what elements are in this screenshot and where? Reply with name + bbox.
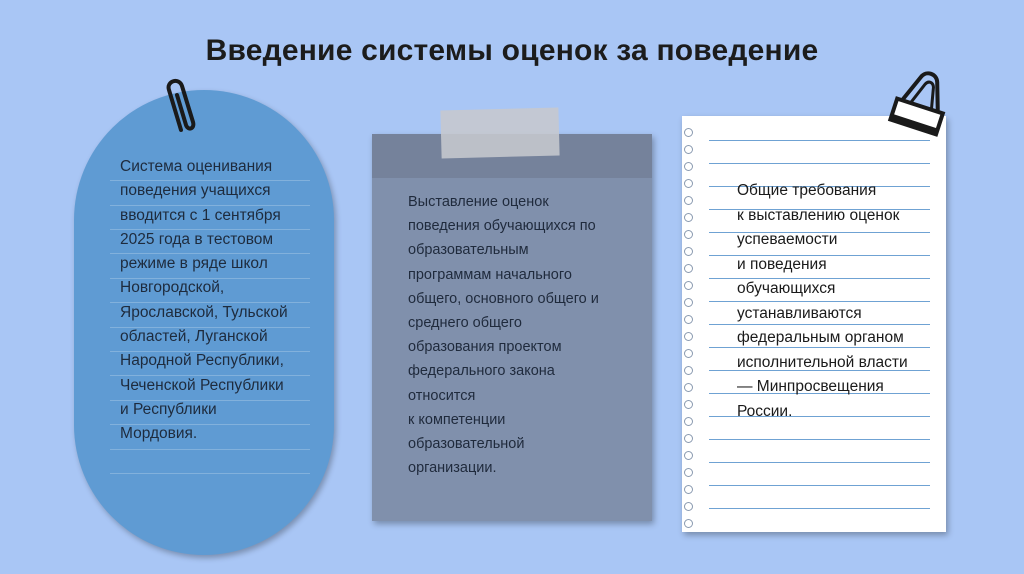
tape-strip [440,107,559,158]
paperclip-icon [161,76,205,143]
slide-title: Введение системы оценок за поведение [205,34,819,67]
binder-clip-icon [880,66,960,151]
left-card-text: Система оценивания поведения учащихся вводится с 1 сентября 2025 года в тестовом режиме в ряде школ Новгородской, Ярославской, Тульской областей, Луганской Народной Республики, Чеченской Республики и Республики Мордовия. [120,158,288,443]
right-card-text: Общие требования к выставлению оценок успеваемости и поведения обучающихся устанавливаются федеральным органом исполнительной власти — Минпросвещения России. [737,182,908,420]
middle-card-text: Выставление оценок поведения обучающихся по образовательным программам начального общего, основного общего и среднего общего образования проектом федерального закона относится к компетенции образовательной организации. [408,194,599,477]
